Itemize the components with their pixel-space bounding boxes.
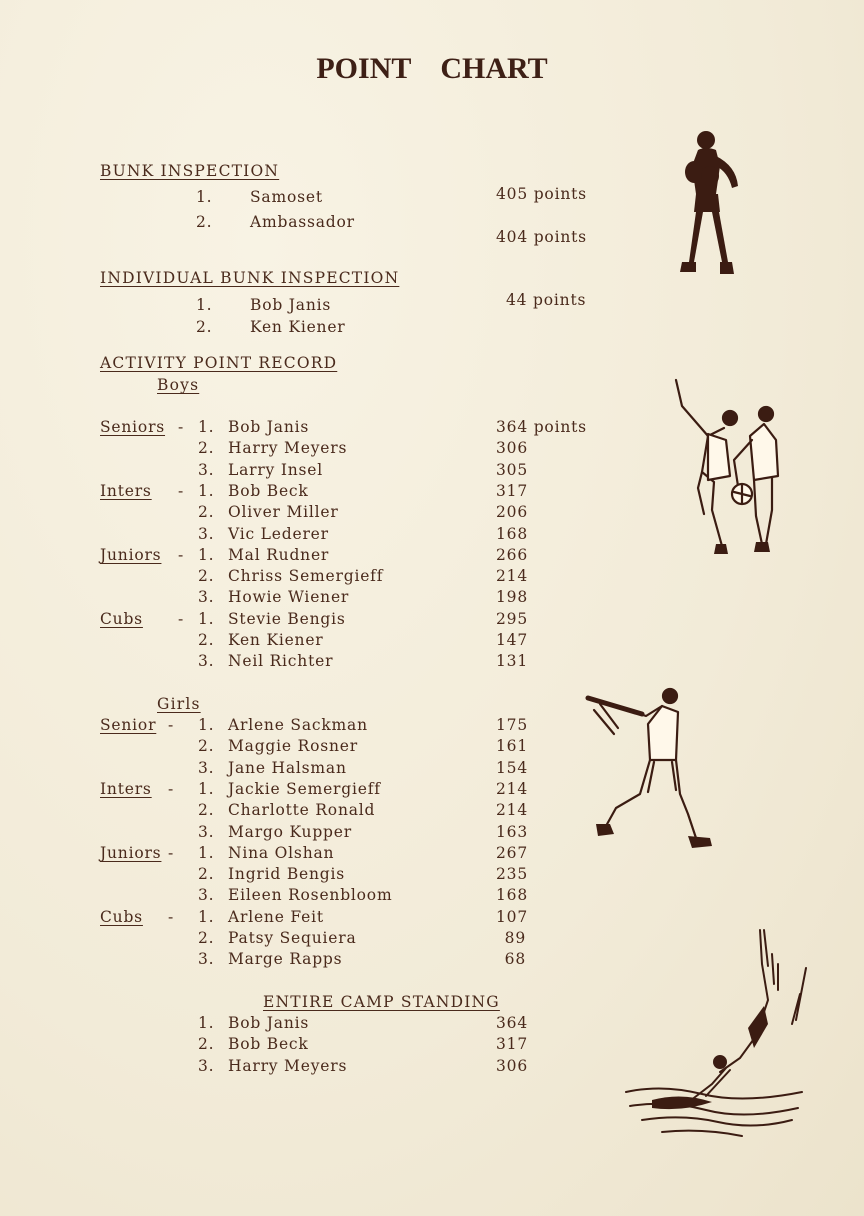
- girls-label: Girls: [157, 695, 201, 713]
- camper-name: Bob Janis: [228, 1014, 310, 1032]
- rank-number: 3.: [198, 1056, 215, 1075]
- points-value: 266: [496, 545, 528, 564]
- group-dash: -: [168, 843, 175, 862]
- rank-number: 1.: [198, 779, 215, 798]
- individual-name: Bob Janis: [250, 296, 332, 314]
- camper-name: Harry Meyers: [228, 439, 348, 458]
- group-label: Inters: [100, 481, 152, 500]
- points-value: 154: [496, 758, 528, 777]
- rank-number: 2.: [198, 865, 215, 884]
- basketball-players-illustration: [668, 376, 788, 566]
- rank-number: 1.: [198, 716, 215, 734]
- camper-name: Maggie Rosner: [228, 737, 358, 756]
- rank-number: 2.: [198, 929, 215, 947]
- individual-rank: 2.: [196, 318, 213, 336]
- rank-number: 1.: [198, 609, 215, 628]
- camper-name: Nina Olshan: [228, 843, 335, 862]
- points-value: 161: [496, 737, 528, 756]
- points-value: 107: [496, 907, 528, 926]
- points-value: 267: [496, 843, 528, 862]
- individual-points: 44 points: [506, 291, 587, 309]
- rank-number: 2.: [198, 503, 215, 522]
- camper-name: Howie Wiener: [228, 588, 350, 607]
- camper-name: Larry Insel: [228, 460, 324, 479]
- bunk-name: Ambassador: [250, 213, 355, 231]
- points-value: 168: [496, 886, 528, 905]
- camper-name: Oliver Miller: [228, 503, 339, 522]
- points-value: 68: [504, 950, 526, 969]
- camper-name: Arlene Feit: [228, 907, 324, 926]
- points-value: 317: [496, 1035, 528, 1054]
- rank-number: 1.: [198, 481, 215, 500]
- group-dash: -: [168, 716, 175, 734]
- group-dash: -: [168, 779, 175, 798]
- rank-number: 3.: [198, 460, 215, 479]
- rank-number: 3.: [198, 822, 215, 841]
- points-value: 168: [496, 524, 528, 543]
- baseball-batter-illustration: [584, 684, 724, 854]
- points-value: 131: [496, 652, 528, 671]
- rank-number: 2.: [198, 631, 215, 649]
- camper-name: Vic Lederer: [228, 524, 329, 543]
- camper-name: Margo Kupper: [228, 822, 352, 841]
- points-value: 235: [496, 865, 528, 884]
- group-dash: -: [168, 907, 175, 926]
- group-label: Cubs: [100, 907, 143, 926]
- bunk-rank: 1.: [196, 188, 213, 206]
- diver-illustration: [622, 924, 808, 1146]
- camper-name: Bob Beck: [228, 481, 309, 500]
- individual-bunk-heading: INDIVIDUAL BUNK INSPECTION: [100, 269, 400, 287]
- rank-number: 1.: [198, 843, 215, 862]
- camper-name: Patsy Sequiera: [228, 929, 357, 947]
- group-dash: -: [178, 609, 185, 628]
- entire-camp-heading: ENTIRE CAMP STANDING: [263, 993, 500, 1011]
- bunk-points: 404 points: [496, 228, 587, 246]
- group-label: Senior: [100, 716, 157, 734]
- camper-name: Mal Rudner: [228, 545, 330, 564]
- camper-name: Chriss Semergieff: [228, 567, 384, 586]
- group-dash: -: [178, 481, 185, 500]
- rank-number: 3.: [198, 886, 215, 905]
- group-label: Juniors: [100, 843, 162, 862]
- group-label: Cubs: [100, 609, 143, 628]
- points-value: 306: [496, 1056, 528, 1075]
- rank-number: 3.: [198, 758, 215, 777]
- points-value: 206: [496, 503, 528, 522]
- camper-name: Eileen Rosenbloom: [228, 886, 393, 905]
- points-value: 214: [496, 801, 528, 820]
- points-value: 306: [496, 439, 528, 458]
- rank-number: 1.: [198, 1014, 215, 1032]
- camper-name: Bob Janis: [228, 418, 310, 436]
- points-value: 214: [496, 567, 528, 586]
- camper-name: Ingrid Bengis: [228, 865, 346, 884]
- rank-number: 3.: [198, 524, 215, 543]
- rank-number: 1.: [198, 907, 215, 926]
- group-label: Inters: [100, 779, 152, 798]
- group-label: Seniors: [100, 418, 166, 436]
- individual-name: Ken Kiener: [250, 318, 346, 336]
- rank-number: 2.: [198, 1035, 215, 1054]
- rank-number: 3.: [198, 588, 215, 607]
- points-value: 163: [496, 822, 528, 841]
- points-value: 305: [496, 460, 528, 479]
- camper-name: Bob Beck: [228, 1035, 309, 1054]
- camper-name: Arlene Sackman: [228, 716, 368, 734]
- camper-name: Jackie Semergieff: [228, 779, 381, 798]
- points-value: 147: [496, 631, 528, 649]
- bunk-points: 405 points: [496, 185, 587, 203]
- points-value: 295: [496, 609, 528, 628]
- group-label: Juniors: [100, 545, 162, 564]
- points-value: 89: [504, 929, 526, 947]
- rank-number: 3.: [198, 652, 215, 671]
- points-value: 175: [496, 716, 528, 734]
- camper-name: Harry Meyers: [228, 1056, 348, 1075]
- camper-name: Neil Richter: [228, 652, 334, 671]
- bunk-name: Samoset: [250, 188, 323, 206]
- rank-number: 3.: [198, 950, 215, 969]
- boys-label: Boys: [157, 376, 200, 394]
- group-dash: -: [178, 545, 185, 564]
- points-value: 317: [496, 481, 528, 500]
- camper-name: Ken Kiener: [228, 631, 324, 649]
- points-value: 364: [496, 1014, 528, 1032]
- points-value: 198: [496, 588, 528, 607]
- group-dash: -: [178, 418, 185, 436]
- rank-number: 1.: [198, 418, 215, 436]
- rank-number: 2.: [198, 567, 215, 586]
- camper-name: Jane Halsman: [228, 758, 347, 777]
- camper-name: Stevie Bengis: [228, 609, 346, 628]
- bunk-rank: 2.: [196, 213, 213, 231]
- rank-number: 2.: [198, 801, 215, 820]
- page-title: POINT CHART: [316, 52, 548, 85]
- rank-number: 2.: [198, 737, 215, 756]
- points-value: 214: [496, 779, 528, 798]
- individual-rank: 1.: [196, 296, 213, 314]
- camper-name: Marge Rapps: [228, 950, 343, 969]
- bunk-inspection-heading: BUNK INSPECTION: [100, 162, 280, 180]
- rank-number: 2.: [198, 439, 215, 458]
- rank-number: 1.: [198, 545, 215, 564]
- points-value: 364 points: [496, 418, 587, 436]
- boxer-illustration: [676, 126, 746, 286]
- camper-name: Charlotte Ronald: [228, 801, 376, 820]
- activity-heading: ACTIVITY POINT RECORD: [100, 354, 338, 372]
